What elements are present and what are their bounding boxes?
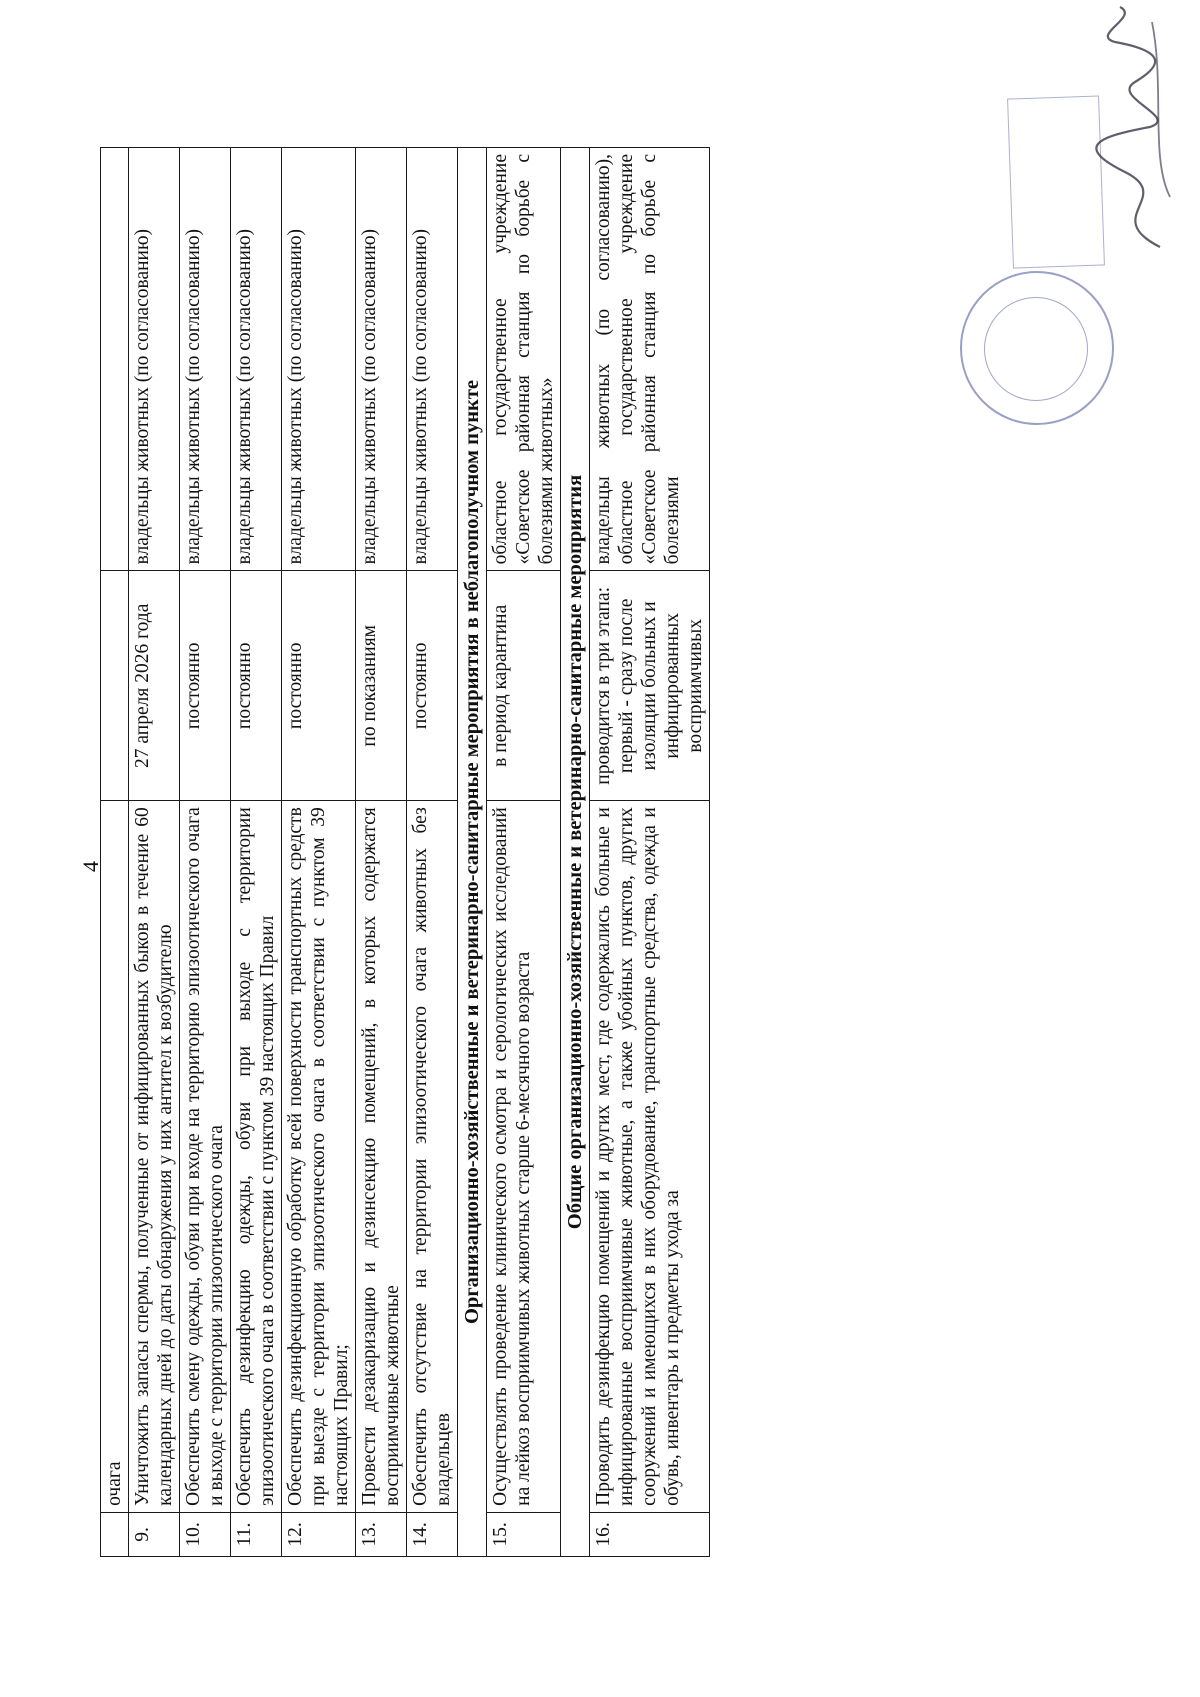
- row-action: Проводить дезинфекцию помещений и других мест, где содержались больные и инфицированные восприимчивые животные, а также убойных пунктов, других сооружений и имеющихся в них оборудование, транспортные средства, одежда и обувь, инвентарь и предметы ухода за: [590, 801, 710, 1513]
- row-number: 11.: [231, 1512, 282, 1556]
- table-row: [487, 148, 561, 1557]
- page-number: 4: [78, 861, 103, 872]
- row-action: Обеспечить смену одежды, обуви при входе на территорию эпизоотического очага и выходе с территории эпизоотического очага: [180, 801, 231, 1513]
- row-responsible: [101, 148, 129, 571]
- table-row: [590, 148, 710, 1557]
- row-responsible: владельцы животных (по согласованию): [356, 148, 407, 571]
- measures-table: [100, 147, 710, 1557]
- row-responsible: владельцы животных (по согласованию): [180, 148, 231, 571]
- signature-icon: [1080, 0, 1190, 257]
- row-action: очага: [101, 801, 129, 1513]
- row-term: в период карантина: [487, 571, 561, 801]
- table-row: [101, 148, 129, 1557]
- row-term: проводится в три этапа: первый - сразу после изоляции больных и инфицированных восприимчивых: [590, 571, 710, 801]
- row-responsible: владельцы животных (по согласованию): [231, 148, 282, 571]
- section-heading: Организационно-хозяйственные и ветеринарно-санитарные мероприятия в неблагополучном пункте: [458, 148, 487, 1557]
- row-responsible: областное государственное учреждение «Советское районная станция по борьбе с болезнями животных»: [487, 148, 561, 571]
- row-responsible: владельцы животных (по согласованию), областное государственное учреждение «Советское районная станция по борьбе с болезнями: [590, 148, 710, 571]
- row-responsible: владельцы животных (по согласованию): [282, 148, 356, 571]
- row-term: постоянно: [180, 571, 231, 801]
- row-action: Обеспечить дезинфекционную обработку всей поверхности транспортных средств при выезде с территории эпизоотического очага в соответствии с пунктом 39 настоящих Правил;: [282, 801, 356, 1513]
- row-number: 16.: [590, 1512, 710, 1556]
- table-row: [282, 148, 356, 1557]
- row-responsible: владельцы животных (по согласованию): [407, 148, 458, 571]
- row-term: постоянно: [231, 571, 282, 801]
- row-number: 12.: [282, 1512, 356, 1556]
- row-action: Обеспечить дезинфекцию одежды, обуви при выходе с территории эпизоотического очага в соответствии с пунктом 39 настоящих Правил: [231, 801, 282, 1513]
- stamp-inner-ring: [984, 297, 1088, 401]
- section-heading: Общие организационно-хозяйственные и ветеринарно-санитарные мероприятия: [561, 148, 590, 1557]
- table-row: [231, 148, 282, 1557]
- row-number: 13.: [356, 1512, 407, 1556]
- row-term: постоянно: [407, 571, 458, 801]
- row-number: [101, 1512, 129, 1556]
- official-round-stamp: [960, 271, 1114, 425]
- row-term: по показаниям: [356, 571, 407, 801]
- row-responsible: владельцы животных (по согласованию): [129, 148, 180, 571]
- row-number: 15.: [487, 1512, 561, 1556]
- row-action: Провести дезакаризацию и дезинсекцию помещений, в которых содержатся восприимчивые животные: [356, 801, 407, 1513]
- table-row: [129, 148, 180, 1557]
- table-row: [356, 148, 407, 1557]
- section-header-row: [561, 148, 590, 1557]
- row-action: Уничтожить запасы спермы, полученные от инфицированных быков в течение 60 календарных дней до даты обнаружения у них антител к возбудителю: [129, 801, 180, 1513]
- section-header-row: [458, 148, 487, 1557]
- row-action: Обеспечить отсутствие на территории эпизоотического очага животных без владельцев: [407, 801, 458, 1513]
- row-number: 10.: [180, 1512, 231, 1556]
- row-number: 9.: [129, 1512, 180, 1556]
- row-action: Осуществлять проведение клинического осмотра и серологических исследований на лейкоз восприимчивых животных старше 6-месячного возраста: [487, 801, 561, 1513]
- table-row: [180, 148, 231, 1557]
- row-term: [101, 571, 129, 801]
- row-number: 14.: [407, 1512, 458, 1556]
- row-term: 27 апреля 2026 года: [129, 571, 180, 801]
- row-term: постоянно: [282, 571, 356, 801]
- table-row: [407, 148, 458, 1557]
